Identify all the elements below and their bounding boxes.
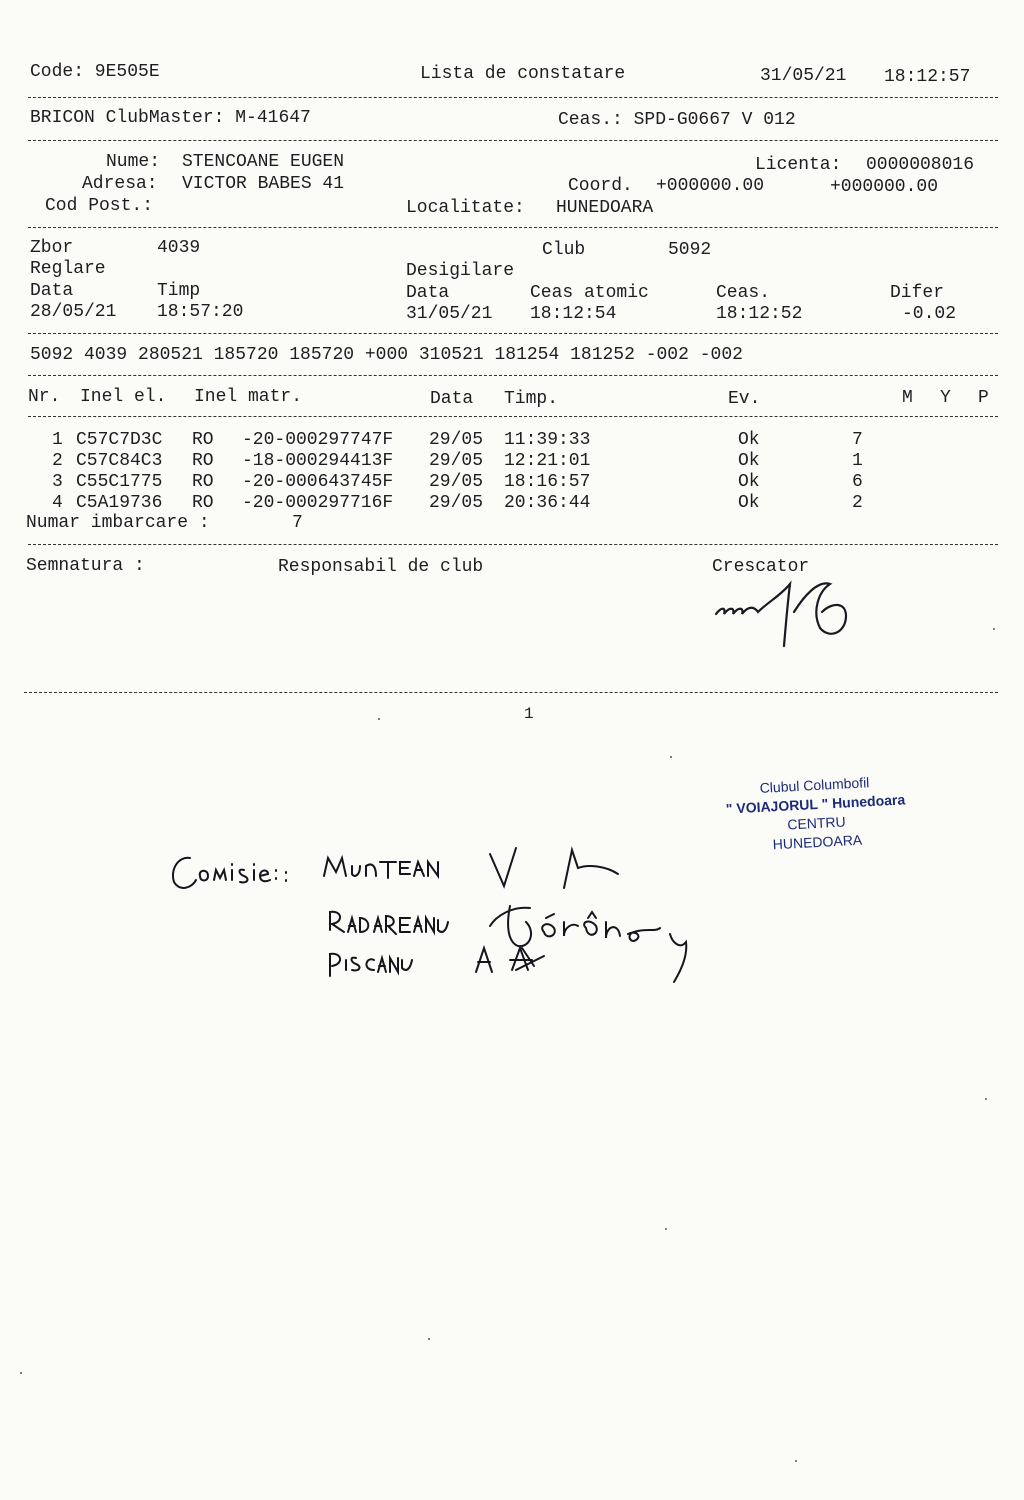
- stamp-line: " VOIAJORUL " Hunedoara: [725, 791, 906, 817]
- row-ev: Ok: [738, 430, 760, 450]
- atomic-clock-time: 18:12:54: [530, 304, 617, 324]
- col-timp: Timp.: [504, 389, 559, 409]
- postal-label: Cod Post.:: [45, 196, 154, 216]
- col-m: M: [902, 388, 913, 408]
- owner-name: STENCOANE EUGEN: [182, 152, 345, 172]
- row-inel-el: C5A19736: [76, 493, 163, 513]
- address-label: Adresa:: [82, 174, 158, 194]
- row-ev: Ok: [738, 472, 760, 492]
- scan-speck: [993, 628, 995, 630]
- divider: [28, 544, 998, 545]
- report-code: Code: 9E505E: [30, 62, 160, 82]
- difference-value: -0.02: [902, 304, 957, 324]
- row-country: RO: [192, 493, 214, 513]
- divider: [28, 97, 998, 98]
- coord-x: +000000.00: [656, 176, 765, 196]
- setting-date: 28/05/21: [30, 302, 117, 322]
- club-responsible-label: Responsabil de club: [278, 557, 484, 577]
- atomic-clock-label: Ceas atomic: [530, 283, 649, 303]
- setting-label: Reglare: [30, 259, 106, 279]
- license-number: 0000008016: [866, 155, 975, 175]
- club-stamp: [698, 770, 934, 858]
- row-inel-matr: -18-000294413F: [242, 451, 394, 471]
- row-nr: 2: [52, 451, 63, 471]
- row-inel-el: C57C84C3: [76, 451, 163, 471]
- clock-time: 18:12:52: [716, 304, 803, 324]
- report-date: 31/05/21: [760, 66, 847, 86]
- scan-speck: [378, 718, 380, 720]
- row-m: 7: [852, 430, 863, 450]
- row-inel-el: C55C1775: [76, 472, 163, 492]
- row-country: RO: [192, 472, 214, 492]
- clock-label: Ceas.: [716, 283, 771, 303]
- row-m: 2: [852, 493, 863, 513]
- scan-speck: [665, 1228, 667, 1230]
- row-inel-matr: -20-000297716F: [242, 493, 394, 513]
- row-nr: 4: [52, 493, 63, 513]
- stamp-line: HUNEDOARA: [772, 831, 863, 853]
- col-ev: Ev.: [728, 389, 761, 409]
- stamp-line: CENTRU: [786, 813, 847, 833]
- col-data: Data: [430, 389, 474, 409]
- license-label: Licenta:: [755, 155, 842, 175]
- setting-date-label: Data: [30, 281, 74, 301]
- row-ev: Ok: [738, 493, 760, 513]
- row-m: 1: [852, 451, 863, 471]
- boarding-label: Numar imbarcare :: [26, 513, 210, 533]
- row-ev: Ok: [738, 451, 760, 471]
- row-country: RO: [192, 451, 214, 471]
- report-title: Lista de constatare: [420, 64, 626, 84]
- difference-label: Difer: [890, 283, 945, 303]
- code-line: 5092 4039 280521 185720 185720 +000 310521 181254 181252 -002 -002: [30, 345, 743, 365]
- unseal-date-label: Data: [406, 283, 450, 303]
- row-country: RO: [192, 430, 214, 450]
- setting-time-label: Timp: [157, 281, 201, 301]
- row-time: 18:16:57: [504, 472, 591, 492]
- col-nr: Nr.: [28, 387, 61, 407]
- scan-speck: [670, 756, 672, 758]
- boarding-count: 7: [292, 513, 303, 533]
- row-time: 11:39:33: [504, 430, 591, 450]
- breeder-label: Crescator: [712, 557, 810, 577]
- row-date: 29/05: [429, 451, 484, 471]
- unseal-label: Desigilare: [406, 261, 515, 281]
- unseal-date: 31/05/21: [406, 304, 493, 324]
- scan-speck: [428, 1338, 430, 1340]
- coord-y: +000000.00: [830, 177, 939, 197]
- row-time: 12:21:01: [504, 451, 591, 471]
- setting-time: 18:57:20: [157, 302, 244, 322]
- divider: [28, 416, 998, 417]
- row-m: 6: [852, 472, 863, 492]
- stamp-line: Clubul Columbofil: [759, 774, 870, 796]
- breeder-signature: [708, 572, 858, 652]
- locality-label: Localitate:: [406, 198, 525, 218]
- row-date: 29/05: [429, 430, 484, 450]
- flight-label: Zbor: [30, 238, 74, 258]
- col-inel-matr: Inel matr.: [194, 387, 303, 407]
- scan-speck: [20, 1372, 22, 1374]
- divider: [28, 227, 998, 228]
- scan-speck: [985, 1098, 987, 1100]
- club-label: Club: [542, 240, 586, 260]
- owner-address: VICTOR BABES 41: [182, 174, 345, 194]
- coord-label: Coord.: [568, 176, 633, 196]
- club-number: 5092: [668, 240, 712, 260]
- divider: [28, 333, 998, 334]
- divider: [28, 140, 998, 141]
- scan-speck: [795, 1460, 797, 1462]
- clock-id: Ceas.: SPD-G0667 V 012: [558, 110, 796, 130]
- row-inel-el: C57C7D3C: [76, 430, 163, 450]
- signature-label: Semnatura :: [26, 556, 145, 576]
- col-p: P: [978, 388, 989, 408]
- report-time: 18:12:57: [884, 67, 971, 87]
- row-inel-matr: -20-000297747F: [242, 430, 394, 450]
- system-id: BRICON ClubMaster: M-41647: [30, 108, 311, 128]
- name-label: Nume:: [106, 152, 161, 172]
- col-y: Y: [940, 388, 951, 408]
- row-time: 20:36:44: [504, 493, 591, 513]
- locality: HUNEDOARA: [556, 198, 654, 218]
- row-date: 29/05: [429, 472, 484, 492]
- flight-number: 4039: [157, 238, 201, 258]
- row-nr: 1: [52, 430, 63, 450]
- divider: [28, 375, 998, 376]
- page-number: 1: [524, 705, 534, 723]
- col-inel-el: Inel el.: [80, 387, 167, 407]
- footer-divider: [24, 692, 998, 693]
- row-nr: 3: [52, 472, 63, 492]
- handwritten-commission: [160, 836, 720, 996]
- row-date: 29/05: [429, 493, 484, 513]
- row-inel-matr: -20-000643745F: [242, 472, 394, 492]
